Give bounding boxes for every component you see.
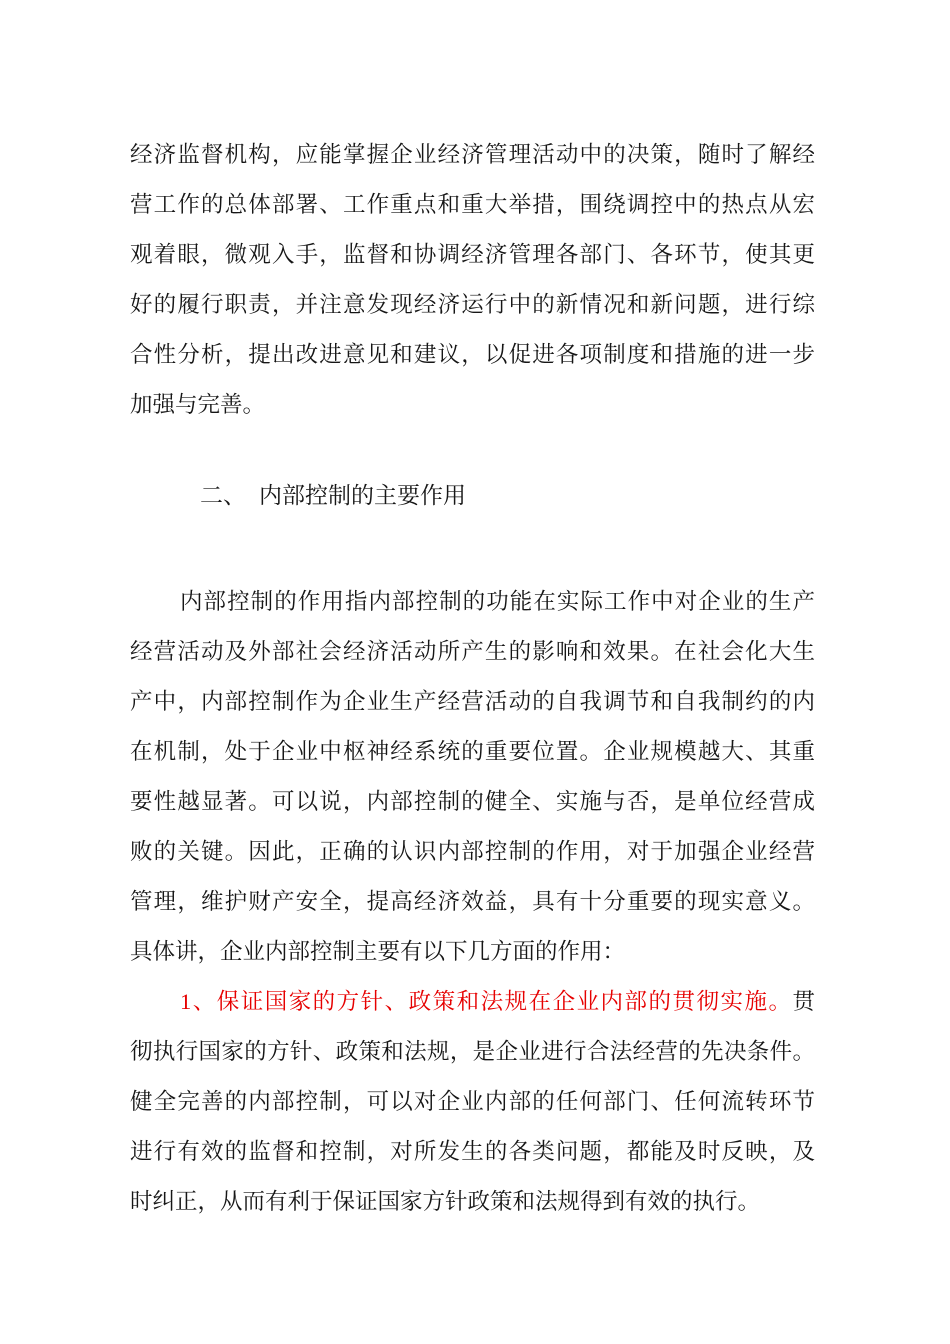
paragraph-2 — [130, 577, 815, 977]
text-line: 健全完善的内部控制，可以对企业内部的任何部门、任何流转环节 — [130, 1089, 815, 1114]
text-line: 经营活动及外部社会经济活动所产生的影响和效果。在社会化大生 — [130, 639, 815, 664]
paragraph-1 — [130, 130, 815, 430]
section-heading — [130, 471, 815, 521]
text-run: 贯 — [792, 989, 815, 1014]
section-heading-number: 二、 — [200, 483, 246, 508]
text-line: 具体讲，企业内部控制主要有以下几方面的作用： — [130, 939, 626, 964]
highlighted-red-text: 1、保证国家的方针、政策和法规在企业内部的贯彻实施。 — [180, 989, 793, 1014]
text-line: 彻执行国家的方针、政策和法规，是企业进行合法经营的先决条件。 — [130, 1039, 815, 1064]
text-line: 观着眼，微观入手，监督和协调经济管理各部门、各环节，使其更 — [130, 242, 815, 267]
text-line: 营工作的总体部署、工作重点和重大举措，围绕调控中的热点从宏 — [130, 192, 815, 217]
document-content — [130, 130, 815, 1227]
text-line: 经济监督机构，应能掌握企业经济管理活动中的决策，随时了解经 — [130, 142, 815, 167]
text-line: 好的履行职责，并注意发现经济运行中的新情况和新问题，进行综 — [130, 292, 815, 317]
text-line — [130, 977, 815, 1027]
text-line: 时纠正，从而有利于保证国家方针政策和法规得到有效的执行。 — [130, 1189, 761, 1214]
text-line: 进行有效的监督和控制，对所发生的各类问题，都能及时反映，及 — [130, 1139, 815, 1164]
text-line: 内部控制的作用指内部控制的功能在实际工作中对企业的生产 — [180, 589, 815, 614]
text-line: 在机制，处于企业中枢神经系统的重要位置。企业规模越大、其重 — [130, 739, 815, 764]
text-line: 产中，内部控制作为企业生产经营活动的自我调节和自我制约的内 — [130, 689, 815, 714]
text-line: 管理，维护财产安全，提高经济效益，具有十分重要的现实意义。 — [130, 889, 815, 914]
text-line: 败的关键。因此，正确的认识内部控制的作用，对于加强企业经营 — [130, 839, 815, 864]
text-line: 合性分析，提出改进意见和建议，以促进各项制度和措施的进一步 — [130, 342, 815, 367]
text-line: 要性越显著。可以说，内部控制的健全、实施与否，是单位经营成 — [130, 789, 815, 814]
section-heading-text: 内部控制的主要作用 — [259, 483, 466, 508]
text-line: 加强与完善。 — [130, 392, 266, 417]
paragraph-3 — [130, 977, 815, 1227]
